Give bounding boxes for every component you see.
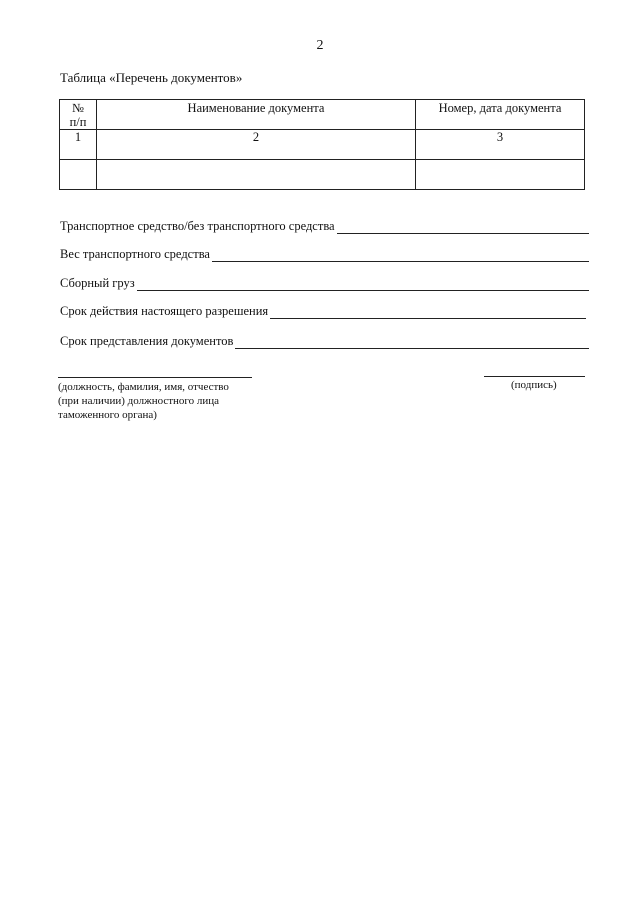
column-number-3: 3 [416,130,585,160]
field-consolidated-cargo-line[interactable] [137,278,589,291]
table-title: Таблица «Перечень документов» [60,70,243,85]
field-vehicle [60,218,589,234]
header-document-name: Наименование документа [97,100,416,130]
official-caption-line3: таможенного органа) [58,409,157,421]
field-vehicle-line[interactable] [337,221,589,234]
field-permit-validity-label: Срок действия настоящего разрешения [60,304,269,318]
official-caption [58,380,229,422]
header-no-line2: п/п [69,115,87,129]
field-vehicle-weight [60,246,589,262]
field-vehicle-weight-line[interactable] [212,249,589,262]
field-documents-deadline-label: Срок представления документов [60,334,234,348]
table-row [60,130,585,160]
field-permit-validity-line[interactable] [270,306,586,319]
official-caption-line2: (при наличии) должностного лица [58,395,220,407]
field-vehicle-weight-label: Вес транспортного средства [60,247,210,261]
signature-caption: (подпись) [511,379,557,391]
official-signature-line[interactable] [58,377,252,378]
page-number: 2 [316,38,324,53]
header-no-line1: № [72,101,84,115]
official-caption-line1: (должность, фамилия, имя, отчество [58,381,229,393]
field-vehicle-label: Транспортное средство/без транспортного средства [60,219,335,233]
table-header-row [60,100,585,130]
field-documents-deadline [60,333,589,349]
field-documents-deadline-line[interactable] [235,336,589,349]
table-cell[interactable] [97,160,416,190]
header-no [60,100,97,130]
field-permit-validity [60,303,586,319]
documents-table [59,99,585,190]
field-consolidated-cargo-label: Сборный груз [60,276,135,290]
table-cell[interactable] [416,160,585,190]
column-number-1: 1 [60,130,97,160]
header-number-date: Номер, дата документа [416,100,585,130]
table-cell[interactable] [60,160,97,190]
signature-line[interactable] [484,376,585,377]
table-row [60,160,585,190]
field-consolidated-cargo [60,275,589,291]
column-number-2: 2 [97,130,416,160]
